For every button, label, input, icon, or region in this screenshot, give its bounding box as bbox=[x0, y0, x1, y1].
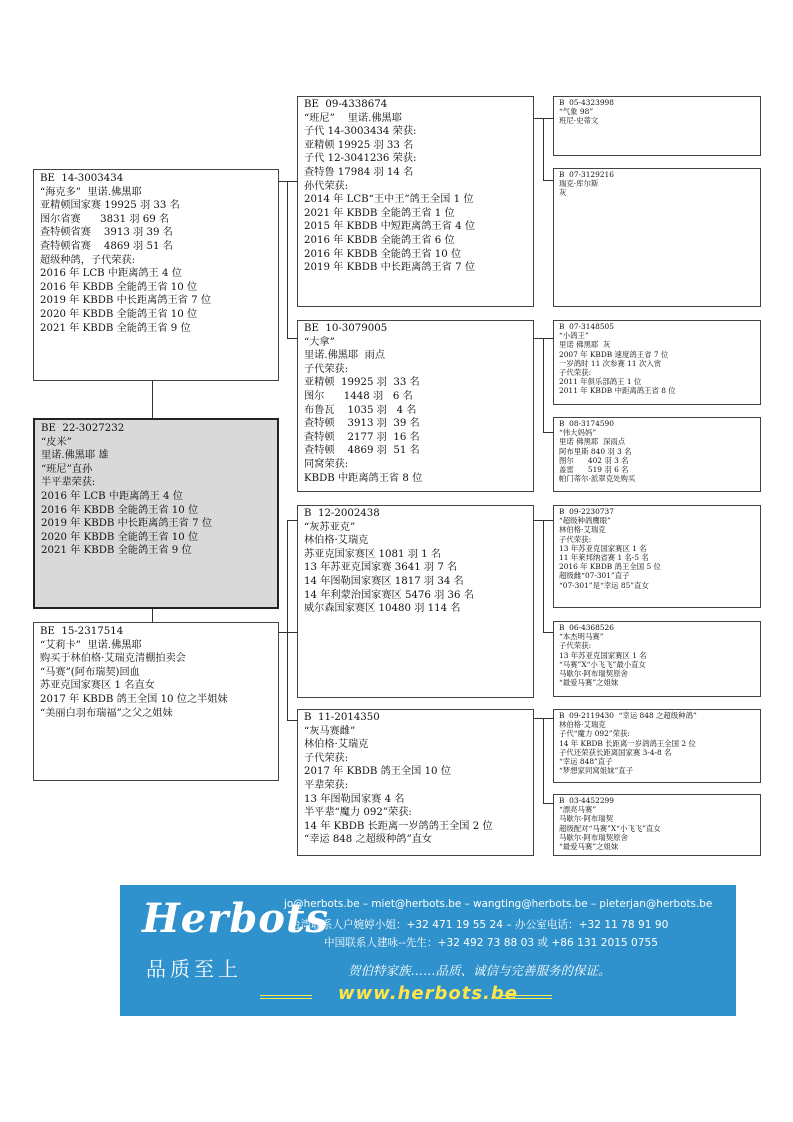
ring-number: B 08-3174590 bbox=[559, 419, 614, 428]
ring-number: B 09-2119430 “幸运 848 之超级种鸽” bbox=[559, 711, 697, 720]
pedigree-line: 马歇尔·阿布瑞契原舍 bbox=[559, 669, 628, 679]
pedigree-line: 查特顿省赛 4869 羽 51 名 bbox=[40, 240, 173, 252]
pedigree-line: 亚精顿 19925 羽 33 名 bbox=[304, 377, 420, 389]
email-contacts[interactable]: jo@herbots.be – miet@herbots.be – wangting@herbots.be – pieterjan@herbots.be bbox=[284, 898, 713, 910]
pedigree-line: 平辈荣获: bbox=[304, 779, 349, 791]
pedigree-line: 图尔省赛 3831 羽 69 名 bbox=[40, 213, 170, 225]
ring-number: B 07-3148505 bbox=[559, 322, 614, 331]
pedigree-line: 14 年 KBDB 长距离一岁鸽鸽王全国 2 位 bbox=[559, 738, 696, 748]
pedigree-line: 2016 年 KBDB 全能鸽王省 10 位 bbox=[40, 281, 198, 293]
pedigree-line: “班尼”直孙 bbox=[41, 463, 93, 475]
ring-number: B 07-3129216 bbox=[559, 170, 614, 179]
pedigree-line: 查特顿 2177 羽 16 名 bbox=[304, 431, 420, 443]
pedigree-line: 2019 年 KBDB 中长距离鸽王省 7 位 bbox=[41, 518, 213, 530]
decorative-line-left bbox=[260, 995, 312, 999]
pedigree-line: 2016 年 KBDB 全能鸽王省 6 位 bbox=[304, 234, 455, 246]
pedigree-line: 子代荣获: bbox=[559, 534, 592, 544]
pedigree-line: 子代荣获: bbox=[559, 641, 592, 651]
pedigree-line: 13 年图勒国家赛 4 名 bbox=[304, 793, 405, 805]
pedigree-grandparent-box bbox=[297, 709, 534, 856]
pedigree-line: 14 年利蒙治国家赛区 5476 羽 36 名 bbox=[304, 589, 474, 601]
pedigree-line: 2016 年 LCB 中距离鸽王 4 位 bbox=[41, 490, 183, 502]
pedigree-line: “班尼” 里诺.佛黑耶 bbox=[304, 112, 402, 124]
pedigree-line: 2016 年 KBDB 全能鸽王省 10 位 bbox=[304, 248, 462, 260]
pedigree-line: “超级种鸽鹰眼” bbox=[559, 516, 611, 526]
pedigree-line: 子代还荣获长距离国家赛 3-4-8 名 bbox=[559, 747, 672, 757]
ring-number: BE 15-2317514 bbox=[40, 626, 124, 637]
pedigree-grandparent-box bbox=[297, 320, 534, 492]
ring-number: B 12-2002438 bbox=[304, 508, 380, 519]
pedigree-line: 亚精顿 19925 羽 33 名 bbox=[304, 139, 414, 151]
pedigree-line: “最爱马赛”之姐妹 bbox=[559, 842, 619, 852]
motto: 贺伯特家族……品质、诚信与完善服务的保证。 bbox=[348, 963, 611, 978]
pedigree-line: 查特顿 3913 羽 39 名 bbox=[304, 418, 420, 430]
pedigree-line: 超级种鸽，子代荣获: bbox=[40, 254, 136, 266]
pedigree-line: 2021 年 KBDB 全能鸽王省 1 位 bbox=[304, 207, 455, 219]
pedigree-line: 林伯格·艾瑞克 bbox=[304, 535, 369, 547]
pedigree-line: “灰苏亚克” bbox=[304, 521, 356, 533]
pedigree-line: 图尔 402 羽 3 名 bbox=[559, 455, 629, 465]
pedigree-line: 林伯格·艾瑞克 bbox=[304, 739, 369, 751]
pedigree-line: 查特鲁 17984 羽 14 名 bbox=[304, 166, 414, 178]
pedigree-line: 同窝荣获: bbox=[304, 458, 349, 470]
pedigree-great-grandparent-box bbox=[553, 709, 761, 783]
pedigree-line: 子代 14-3003434 荣获: bbox=[304, 126, 417, 138]
china-contact: 中国联系人建咏--先生：+32 492 73 88 03 或 +86 131 2015 0755 bbox=[324, 937, 658, 949]
pedigree-line: 里诺 佛黑耶 灰 bbox=[559, 340, 611, 350]
pedigree-line: “马赛”X“小飞飞”最小直女 bbox=[559, 659, 646, 669]
pedigree-line: 2021 年 KBDB 全能鸽王省 9 位 bbox=[40, 322, 191, 334]
pedigree-line: 查特顿省赛 3913 羽 39 名 bbox=[40, 227, 173, 239]
pedigree-line: 一岁鸽时 11 次参赛 11 次入赏 bbox=[559, 358, 662, 368]
ring-number: B 09-2230737 bbox=[559, 507, 614, 516]
pedigree-line: 里诺.佛黑耶 雄 bbox=[41, 450, 109, 462]
pedigree-line: 子代荣获: bbox=[304, 752, 349, 764]
ring-number: B 05-4323998 bbox=[559, 98, 614, 107]
pedigree-line: “海克多” 里诺.佛黑耶 bbox=[40, 186, 142, 198]
pedigree-great-grandparent-box bbox=[553, 96, 761, 156]
pedigree-sire-box bbox=[33, 169, 279, 381]
pedigree-line: “梦想家同窝姐妹”直子 bbox=[559, 766, 634, 776]
pedigree-line: 查特顿 4869 羽 51 名 bbox=[304, 445, 420, 457]
ring-number: BE 14-3003434 bbox=[40, 173, 124, 184]
pedigree-line: “气象 98” bbox=[559, 107, 594, 117]
pedigree-line: 威尔森国家赛区 10480 羽 114 名 bbox=[304, 603, 461, 615]
pedigree-dam-box bbox=[33, 622, 279, 781]
pedigree-line: 半平辈荣获: bbox=[41, 477, 96, 489]
pedigree-line: 林伯格·艾瑞克 bbox=[559, 720, 606, 730]
ring-number: B 03-4452299 bbox=[559, 796, 614, 805]
pedigree-line: 2021 年 KBDB 全能鸽王省 9 位 bbox=[41, 545, 192, 557]
pedigree-great-grandparent-box bbox=[553, 505, 761, 608]
pedigree-line: 2017 年 KBDB 鸽王全国 10 位 bbox=[304, 766, 451, 778]
pedigree-line: 布鲁瓦 1035 羽 4 名 bbox=[304, 404, 417, 416]
pedigree-line: 购买于林伯格·艾瑞克清棚拍卖会 bbox=[40, 653, 186, 665]
pedigree-line: 14 年图勒国家赛区 1817 羽 34 名 bbox=[304, 575, 464, 587]
pedigree-line: “皮米” bbox=[41, 436, 72, 448]
pedigree-line: 2016 年 KBDB 全能鸽王省 10 位 bbox=[41, 504, 199, 516]
pedigree-line: “最爱马赛”之姐妹 bbox=[559, 678, 619, 688]
pedigree-line: 马歇尔·阿布瑞契原舍 bbox=[559, 832, 628, 842]
ring-number: B 11-2014350 bbox=[304, 712, 380, 723]
pedigree-great-grandparent-box bbox=[553, 621, 761, 697]
pedigree-line: “07-301”是“幸运 85”直女 bbox=[559, 580, 649, 590]
pedigree-line: “艾莉卡” 里诺.佛黑耶 bbox=[40, 639, 142, 651]
pedigree-line: 子代荣获: bbox=[559, 368, 592, 378]
pedigree-grandparent-box bbox=[297, 505, 534, 698]
pedigree-line: 马歇尔·阿布瑞契 bbox=[559, 814, 614, 824]
pedigree-line: 帕门蒂尔·派翠克处购买 bbox=[559, 474, 636, 484]
pedigree-line: 超级雌“07-301”直子 bbox=[559, 571, 630, 581]
pedigree-line: 2020 年 KBDB 全能鸽王省 10 位 bbox=[40, 308, 198, 320]
pedigree-line: “伟大妈妈” bbox=[559, 428, 597, 438]
pedigree-line: KBDB 中距离鸽王省 8 位 bbox=[304, 472, 423, 484]
website-link[interactable]: www.herbots.be bbox=[338, 983, 518, 1004]
pedigree-line: 里诺 佛黑耶 深雨点 bbox=[559, 437, 626, 447]
pedigree-great-grandparent-box bbox=[553, 168, 761, 307]
ring-number: B 06-4368526 bbox=[559, 623, 614, 632]
pedigree-line: 13 年苏亚克国家赛区 1 名 bbox=[559, 650, 647, 660]
pedigree-great-grandparent-box bbox=[553, 794, 761, 856]
pedigree-line: “灰马赛雌” bbox=[304, 725, 356, 737]
pedigree-great-grandparent-box bbox=[553, 417, 761, 492]
pedigree-line: “幸运 848 之超级种鸽”直女 bbox=[304, 834, 433, 846]
pedigree-line: 苏亚克国家赛区 1081 羽 1 名 bbox=[304, 548, 442, 560]
pedigree-line: 2017 年 KBDB 鸽王全国 10 位之半姐妹 bbox=[40, 693, 228, 705]
pedigree-line: 2011 年俱乐部鸽王 1 位 bbox=[559, 377, 642, 387]
pedigree-line: 班尼·史蒂文 bbox=[559, 116, 599, 126]
herbots-banner bbox=[120, 885, 736, 1016]
ring-number: BE 22-3027232 bbox=[41, 423, 125, 434]
pedigree-line: 13 年苏亚克国家赛 3641 羽 7 名 bbox=[304, 562, 458, 574]
pedigree-line: 亚精顿国家赛 19925 羽 33 名 bbox=[40, 200, 180, 212]
pedigree-line: 2016 年 KBDB 鸽王全国 5 位 bbox=[559, 562, 661, 572]
pedigree-line: 11 年莱邦纳省赛 1 名-5 名 bbox=[559, 553, 649, 563]
pedigree-line: “幸运 848”直子 bbox=[559, 757, 613, 767]
pedigree-line: “小鸽王” bbox=[559, 331, 589, 341]
ring-number: BE 09-4338674 bbox=[304, 99, 388, 110]
pedigree-line: “马赛”(阿布瑞契)回血 bbox=[40, 666, 140, 678]
pedigree-grandparent-box bbox=[297, 96, 534, 307]
taiwan-contact: 台湾联系人户婉婷小姐：+32 471 19 55 24 – 办公室电话：+32 11 78 91 90 bbox=[290, 919, 669, 931]
pedigree-line: 2011 年 KBDB 中距离鸽王省 8 位 bbox=[559, 386, 676, 396]
pedigree-line: “大拿” bbox=[304, 336, 335, 348]
pedigree-subject-box[interactable] bbox=[33, 418, 279, 609]
pedigree-line: “本杰明马赛” bbox=[559, 632, 604, 642]
pedigree-line: 阿布里斯 840 羽 3 名 bbox=[559, 446, 632, 456]
pedigree-line: 2020 年 KBDB 全能鸽王省 10 位 bbox=[41, 531, 199, 543]
pedigree-line: 子代荣获: bbox=[304, 363, 349, 375]
pedigree-line: 2014 年 LCB“王中王”鸽王全国 1 位 bbox=[304, 194, 474, 206]
pedigree-line: 瑞克·库尔斯 bbox=[559, 179, 599, 189]
pedigree-line: 里诺.佛黑耶 雨点 bbox=[304, 350, 386, 362]
pedigree-line: “漂亮马赛” bbox=[559, 805, 597, 815]
slogan: 品质至上 bbox=[146, 957, 242, 981]
pedigree-line: 苏亚克国家赛区 1 名直女 bbox=[40, 680, 155, 692]
pedigree-line: 子代“魔力 092”荣获: bbox=[559, 729, 630, 739]
pedigree-line: 13 年苏亚克国家赛区 1 名 bbox=[559, 543, 647, 553]
pedigree-line: 2015 年 KBDB 中短距离鸽王省 4 位 bbox=[304, 221, 476, 233]
pedigree-line: 林伯格·艾瑞克 bbox=[559, 525, 606, 535]
pedigree-line: 孙代荣获: bbox=[304, 180, 349, 192]
pedigree-line: 超级配对“马赛”X“小飞飞”直女 bbox=[559, 823, 661, 833]
pedigree-line: 2016 年 LCB 中距离鸽王 4 位 bbox=[40, 268, 182, 280]
pedigree-great-grandparent-box bbox=[553, 320, 761, 405]
pedigree-line: 14 年 KBDB 长距离一岁鸽鸽王全国 2 位 bbox=[304, 820, 493, 832]
pedigree-line: 2007 年 KBDB 速度鸽王省 7 位 bbox=[559, 349, 669, 359]
pedigree-line: 2019 年 KBDB 中长距离鸽王省 7 位 bbox=[304, 262, 476, 274]
pedigree-line: 图尔 1448 羽 6 名 bbox=[304, 390, 413, 402]
pedigree-line: 2019 年 KBDB 中长距离鸽王省 7 位 bbox=[40, 295, 212, 307]
pedigree-line: 半平辈“魔力 092”荣获: bbox=[304, 807, 412, 819]
pedigree-line: “美丽白羽布瑞福”之父之姐妹 bbox=[40, 707, 173, 719]
ring-number: BE 10-3079005 bbox=[304, 323, 388, 334]
pedigree-line: 子代 12-3041236 荣获: bbox=[304, 153, 417, 165]
pedigree-line: 盖雷 519 羽 6 名 bbox=[559, 465, 629, 475]
herbots-logo: Herbots bbox=[142, 895, 329, 942]
decorative-line-right bbox=[500, 995, 552, 999]
pedigree-line: 灰 bbox=[559, 188, 567, 198]
